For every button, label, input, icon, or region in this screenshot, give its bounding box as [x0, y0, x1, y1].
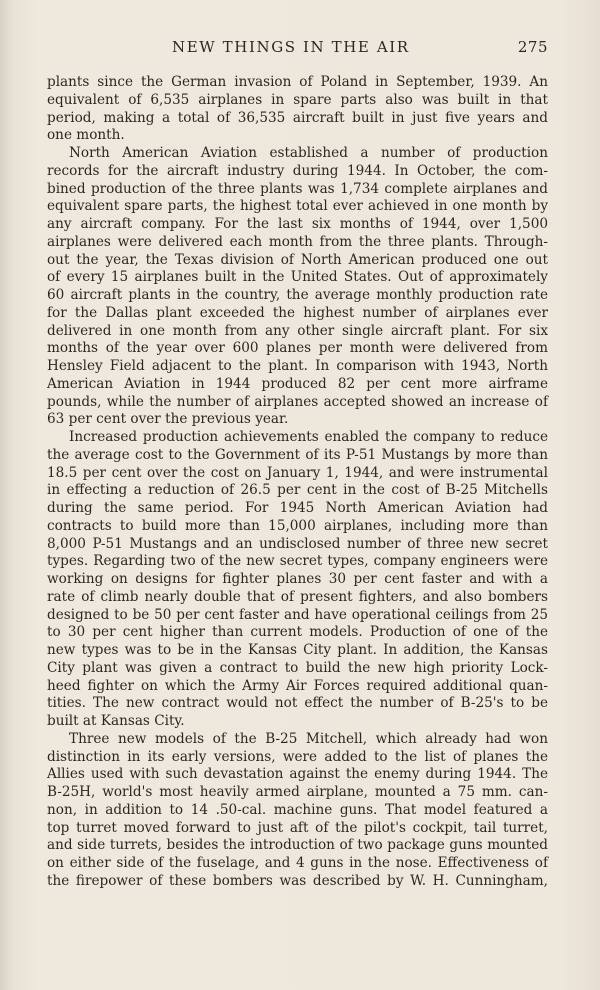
body-text	[47, 74, 548, 891]
text-line: equivalent spare parts, the highest total ever achieved in one month by	[47, 198, 548, 215]
text-line: 60 aircraft plants in the country, the average monthly production rate	[47, 287, 548, 303]
text-line: bined production of the three plants was 1,734 complete airplanes and	[47, 180, 548, 197]
text-line: Allies used with such devastation against the enemy during 1944. The	[47, 766, 548, 783]
text-line: City plant was given a contract to build the new high priority Lock-	[47, 659, 548, 676]
text-line: months of the year over 600 planes per month were delivered from	[47, 340, 548, 357]
text-line: non, in addition to 14 .50-cal. machine guns. That model featured a	[47, 801, 548, 818]
text-line: in effecting a reduction of 26.5 per cent in the cost of B-25 Mitchells	[47, 482, 548, 499]
text-line: contracts to build more than 15,000 airplanes, including more than	[47, 517, 548, 534]
text-line: designed to be 50 per cent faster and have operational ceilings from 25	[47, 606, 548, 623]
text-line: of every 15 airplanes built in the United States. Out of approximately	[47, 269, 548, 286]
text-line: equivalent of 6,535 airplanes in spare parts also was built in that	[47, 91, 548, 108]
text-line: built at Kansas City.	[47, 713, 185, 729]
text-line: period, making a total of 36,535 aircraft built in just five years and	[47, 109, 548, 126]
text-line: to 30 per cent higher than current models. Production of one of the	[47, 624, 548, 641]
text-line: Hensley Field adjacent to the plant. In comparison with 1943, North	[47, 358, 548, 374]
paragraph	[47, 429, 548, 731]
running-head: NEW THINGS IN THE AIR	[172, 38, 410, 56]
text-line: distinction in its early versions, were added to the list of planes the	[47, 748, 548, 765]
paragraph	[47, 145, 548, 429]
text-line: airplanes were delivered each month from the three plants. Through-	[47, 233, 548, 250]
text-line: heed fighter on which the Army Air Forces required additional quan-	[47, 677, 548, 694]
text-line: tities. The new contract would not effect the number of B-25's to be	[47, 695, 548, 712]
text-line: records for the aircraft industry during 1944. In October, the com-	[47, 162, 548, 179]
text-line: top turret moved forward to just aft of the pilot's cockpit, tail turret,	[47, 819, 548, 836]
text-line: American Aviation in 1944 produced 82 per cent more airframe	[47, 375, 548, 392]
text-line: 18.5 per cent over the cost on January 1, 1944, and were instrumental	[47, 464, 548, 481]
text-line: delivered in one month from any other single aircraft plant. For six	[47, 322, 548, 339]
text-line: North American Aviation established a number of production	[69, 145, 548, 161]
text-line: types. Regarding two of the new secret types, company engineers were	[47, 553, 548, 570]
text-line: during the same period. For 1945 North American Aviation had	[47, 500, 548, 516]
text-line: new types was to be in the Kansas City plant. In addition, the Kansas	[47, 642, 548, 658]
text-line: out the year, the Texas division of North American produced one out	[47, 251, 548, 268]
paragraph	[47, 731, 548, 891]
paragraph	[47, 74, 548, 145]
page-number: 275	[517, 38, 548, 56]
text-line: Three new models of the B-25 Mitchell, which already had won	[69, 730, 548, 747]
text-line: for the Dallas plant exceeded the highest number of airplanes ever	[47, 304, 548, 321]
text-line: the firepower of these bombers was described by W. H. Cunningham,	[47, 872, 548, 889]
page-header	[47, 38, 548, 64]
text-line: 63 per cent over the previous year.	[47, 411, 289, 428]
text-line: pounds, while the number of airplanes accepted showed an increase of	[47, 393, 548, 410]
text-line: Increased production achievements enabled the company to reduce	[69, 429, 548, 445]
text-line: one month.	[47, 127, 125, 144]
text-line: plants since the German invasion of Poland in September, 1939. An	[47, 74, 548, 90]
text-line: B-25H, world's most heavily armed airplane, mounted a 75 mm. can-	[47, 784, 548, 800]
text-line: the average cost to the Government of its P-51 Mustangs by more than	[47, 446, 548, 463]
text-line: and side turrets, besides the introduction of two package guns mounted	[47, 837, 548, 854]
text-line: rate of climb nearly double that of present fighters, and also bombers	[47, 588, 548, 605]
text-line: working on designs for fighter planes 30 per cent faster and with a	[47, 571, 548, 587]
text-line: 8,000 P-51 Mustangs and an undisclosed number of three new secret	[47, 535, 548, 552]
text-line: any aircraft company. For the last six months of 1944, over 1,500	[47, 216, 548, 232]
text-line: on either side of the fuselage, and 4 guns in the nose. Effectiveness of	[47, 855, 548, 871]
